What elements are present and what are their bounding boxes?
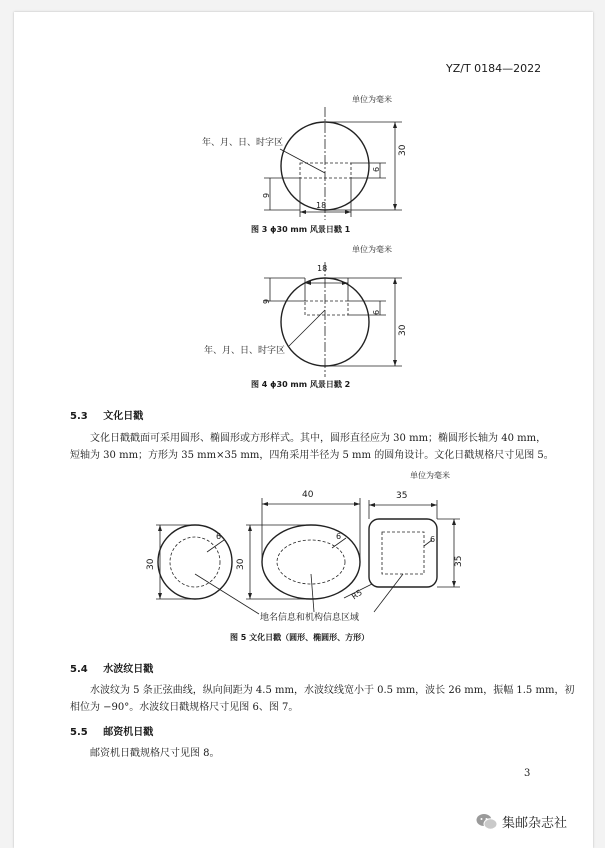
section-5-4-line2: 相位为 −90°。水波纹日戳规格尺寸见图 6、图 7。: [70, 702, 299, 713]
fig5-ellipse-top: 40: [302, 490, 314, 500]
fig5-circle-dim: 30: [146, 558, 156, 570]
section-5-5-line1: 邮资机日戳规格尺寸见图 8。: [90, 748, 220, 759]
fig3-dim-left: 9: [262, 192, 271, 198]
fig4-dim-inner: 6: [372, 309, 381, 315]
fig3-date-area-label: 年、月、日、时字区: [202, 138, 284, 148]
fig5-unit-note: 单位为毫米: [410, 471, 450, 480]
fig5-square-top: 35: [396, 491, 408, 501]
section-5-4-line1: 水波纹为 5 条正弦曲线，纵向间距为 4.5 mm，水波纹线宽小于 0.5 mm，波长 26 mm，振幅 1.5 mm，初: [90, 685, 575, 696]
fig3-diagram: [14, 12, 593, 242]
section-5-3-line2: 短轴为 30 mm；方形为 35 mm×35 mm，四角采用半径为 5 mm 的圆角设计。文化日戳规格尺寸见图 5。: [70, 450, 554, 461]
fig4-caption: 图 4 ϕ30 mm 风景日戳 2: [251, 380, 351, 389]
watermark: [476, 812, 567, 831]
document-id: YZ/T 0184—2022: [446, 62, 542, 75]
section-5-5-title: 邮资机日戳: [103, 727, 154, 738]
section-5-4-number: 5.4: [70, 664, 88, 675]
fig4-dim-width: 18: [317, 264, 328, 273]
fig3-dim-width: 18: [316, 201, 327, 210]
watermark-text: 集邮杂志社: [502, 816, 568, 831]
fig4-dim-left: 9: [262, 298, 271, 304]
fig3-dim-inner: 6: [372, 166, 381, 172]
document-page: [14, 12, 593, 848]
fig5-square-inner: 6: [430, 535, 436, 544]
section-5-4-heading: [70, 660, 153, 675]
fig5-ellipse-inner: 6: [336, 532, 342, 541]
wechat-icon: [476, 813, 498, 831]
fig5-square-right: 35: [454, 555, 464, 567]
section-5-5-heading: [70, 723, 153, 738]
section-5-5-number: 5.5: [70, 727, 88, 738]
fig5-square-radius: R5: [350, 587, 364, 602]
fig4-unit-note: 单位为毫米: [352, 245, 392, 254]
fig5-circle-inner: 6: [216, 532, 222, 541]
fig4-date-area-label: 年、月、日、时字区: [204, 346, 286, 356]
page-number: 3: [524, 768, 531, 779]
fig5-caption: 图 5 文化日戳（圆形、椭圆形、方形）: [230, 633, 370, 642]
fig3-unit-note: 单位为毫米: [352, 95, 392, 104]
section-5-4-title: 水波纹日戳: [103, 664, 154, 675]
fig4-diagram: [14, 252, 593, 382]
section-5-3-number: 5.3: [70, 411, 88, 422]
fig3-dim-diameter: 30: [398, 144, 408, 156]
fig4-dim-diameter: 30: [398, 324, 408, 336]
section-5-3-heading: [70, 407, 143, 422]
section-5-3-line1: 文化日戳戳面可采用圆形、椭圆形或方形样式。其中，圆形直径应为 30 mm；椭圆形长轴为 40 mm，: [90, 433, 547, 444]
fig3-caption: 图 3 ϕ30 mm 风景日戳 1: [251, 225, 351, 234]
fig5-area-label: 地名信息和机构信息区域: [260, 613, 360, 623]
fig5-ellipse-left: 30: [236, 558, 246, 570]
section-5-3-title: 文化日戳: [103, 411, 144, 422]
